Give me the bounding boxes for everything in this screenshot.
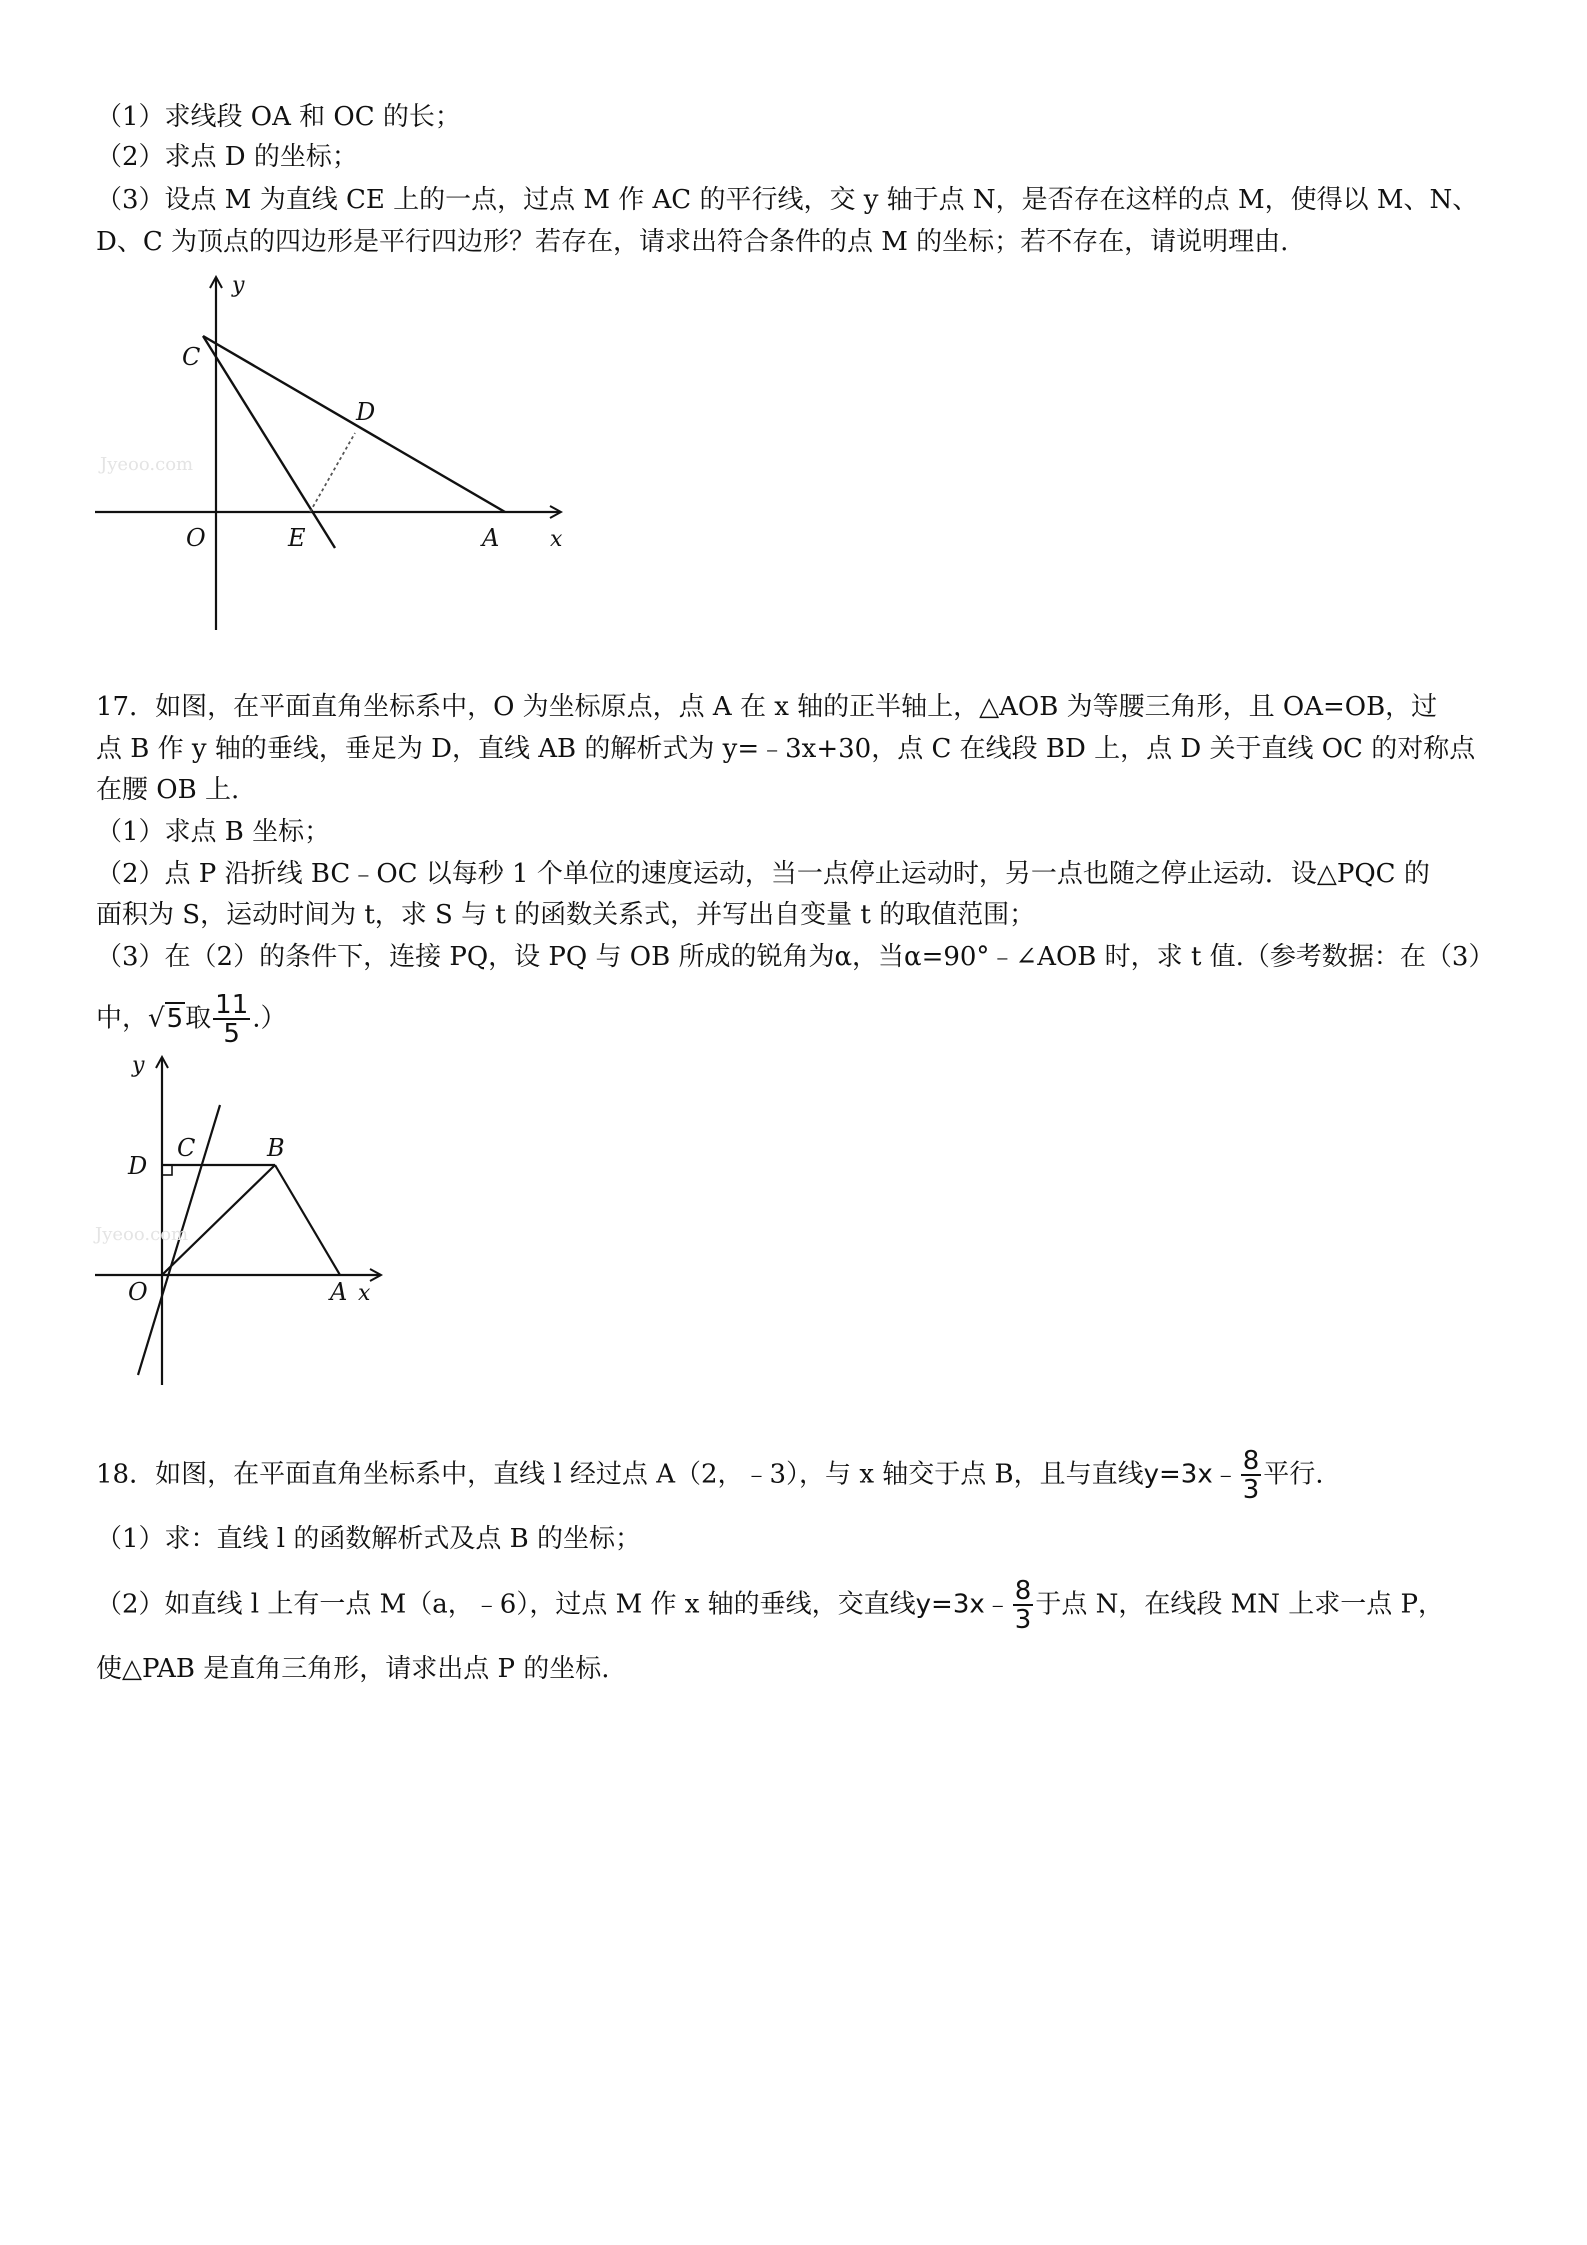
label-o: O	[186, 524, 206, 552]
label-c: C	[182, 343, 201, 371]
q17-stem-line3: 在腰 OB 上.	[96, 775, 240, 805]
q17-sub3-mid: 取	[185, 1003, 212, 1034]
frac-denominator: 3	[1242, 1475, 1260, 1505]
q16-sub3-line2: D、C 为顶点的四边形是平行四边形？若存在，请求出符合条件的点 M 的坐标；若不存在，请说明理由.	[96, 227, 1289, 257]
q17-stem-line2: 点 B 作 y 轴的垂线，垂足为 D，直线 AB 的解析式为 y=﹣3x+30，点 C 在线段 BD 上，点 D 关于直线 OC 的对称点	[96, 734, 1476, 764]
watermark: Jyeoo.com	[95, 1224, 189, 1245]
label-o: O	[128, 1278, 148, 1306]
q17-sub3-line2	[96, 992, 1496, 1047]
q18-sub2-pre: （2）如直线 l 上有一点 M（a，﹣6），过点 M 作 x 轴的垂线，交直线	[96, 1589, 916, 1620]
q18-stem-pre: 18．如图，在平面直角坐标系中，直线 l 经过点 A（2，﹣3），与 x 轴交于点 B，且与直线	[96, 1459, 1144, 1490]
label-y: y	[232, 273, 245, 298]
label-d: D	[356, 398, 376, 426]
segment-ba	[275, 1165, 340, 1275]
q16-figure	[90, 270, 590, 644]
q17-figure	[90, 1050, 410, 1404]
q18-stem-line1	[96, 1448, 1496, 1503]
frac-numerator: 8	[1014, 1576, 1032, 1606]
label-e: E	[288, 524, 306, 552]
fraction-8-3	[1241, 1448, 1262, 1503]
q17-stem-line1: 17．如图，在平面直角坐标系中，O 为坐标原点，点 A 在 x 轴的正半轴上，△AOB 为等腰三角形，且 OA=OB，过	[96, 692, 1438, 722]
segment-ed-dashed	[310, 433, 355, 512]
sqrt-radicand: 5	[166, 1003, 184, 1034]
q18-sub2-line2: 使△PAB 是直角三角形，请求出点 P 的坐标.	[96, 1654, 610, 1684]
label-a: A	[330, 1278, 348, 1306]
sqrt-5: √5	[148, 1003, 184, 1034]
segment-ob	[162, 1165, 275, 1275]
label-b: B	[267, 1134, 285, 1162]
label-c: C	[177, 1134, 196, 1162]
q16-sub3-line1: （3）设点 M 为直线 CE 上的一点，过点 M 作 AC 的平行线，交 y 轴于点 N，是否存在这样的点 M，使得以 M、N、	[96, 185, 1479, 215]
q17-sub3-pre: 中，	[96, 1003, 149, 1034]
q16-sub2: （2）求点 D 的坐标；	[96, 142, 358, 172]
label-a: A	[482, 524, 500, 552]
q18-eq-prefix-2: y=3x﹣	[915, 1589, 1011, 1620]
q17-coordinate-diagram	[90, 1050, 410, 1400]
q18-sub1: （1）求：直线 l 的函数解析式及点 B 的坐标；	[96, 1524, 642, 1554]
q17-sub1: （1）求点 B 坐标；	[96, 817, 331, 847]
frac-denominator: 3	[1014, 1605, 1032, 1635]
label-x: x	[358, 1281, 371, 1306]
fraction-11-5	[213, 992, 250, 1047]
q17-sub3-line1: （3）在（2）的条件下，连接 PQ，设 PQ 与 OB 所成的锐角为α，当α=90°﹣∠AOB 时，求 t 值.（参考数据：在（3）	[96, 942, 1495, 972]
q18-sub2-line1	[96, 1578, 1496, 1633]
q17-sub2-line1: （2）点 P 沿折线 BC﹣OC 以每秒 1 个单位的速度运动，当一点停止运动时，另一点也随之停止运动．设△PQC 的	[96, 859, 1430, 889]
label-x: x	[550, 527, 563, 552]
fraction-8-3-b	[1013, 1578, 1034, 1633]
q16-sub1: （1）求线段 OA 和 OC 的长；	[96, 102, 461, 132]
q16-coordinate-diagram	[90, 270, 590, 640]
q18-stem-post: 平行.	[1263, 1459, 1324, 1490]
frac-denominator: 5	[223, 1019, 240, 1049]
frac-numerator: 8	[1242, 1446, 1260, 1476]
label-y: y	[132, 1053, 145, 1078]
frac-numerator: 11	[215, 990, 249, 1020]
line-ce	[203, 336, 335, 548]
q17-sub2-line2: 面积为 S，运动时间为 t，求 S 与 t 的函数关系式，并写出自变量 t 的取值范围；	[96, 900, 1036, 930]
q18-eq-prefix: y=3x﹣	[1143, 1459, 1239, 1490]
watermark: Jyeoo.com	[100, 454, 194, 475]
q18-sub2-post: 于点 N，在线段 MN 上求一点 P，	[1035, 1589, 1445, 1620]
q17-sub3-post: .）	[252, 1003, 287, 1034]
label-d: D	[128, 1152, 148, 1180]
line-ca	[203, 336, 505, 512]
right-angle-mark	[162, 1165, 172, 1175]
